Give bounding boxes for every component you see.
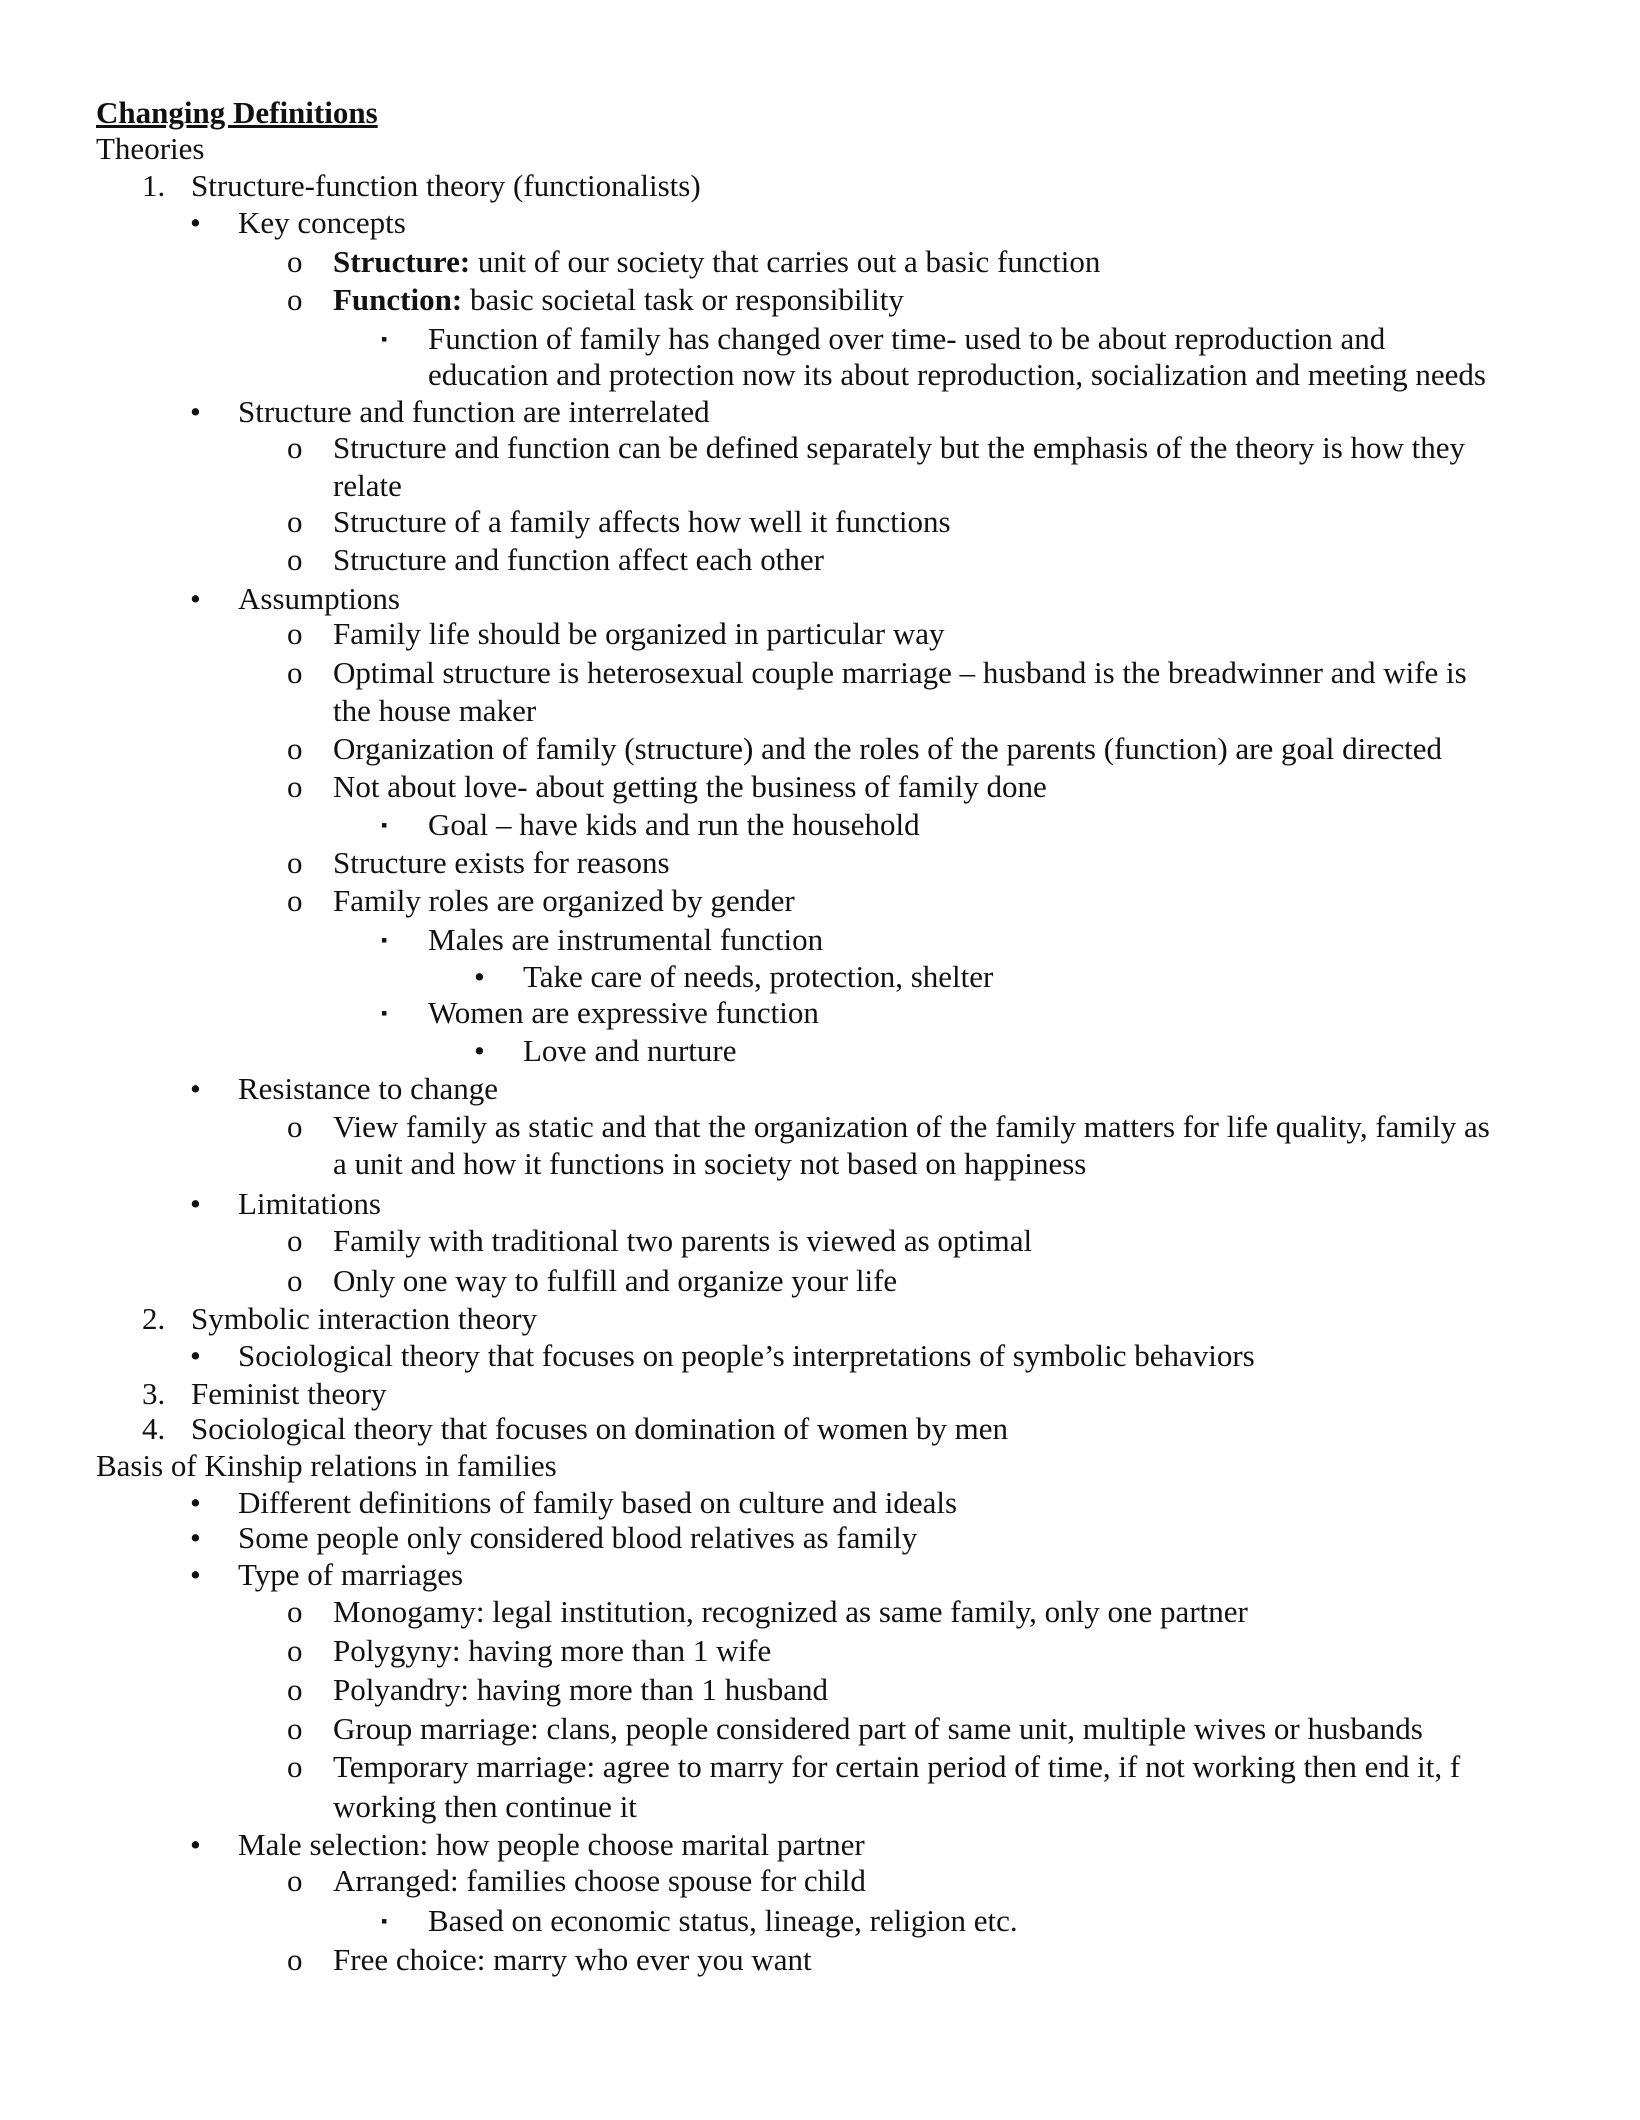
list-item-text [333, 615, 945, 653]
list-marker: o [287, 430, 303, 465]
item-text: the house maker [333, 693, 537, 728]
list-marker: o [287, 1594, 303, 1629]
list-marker: o [287, 542, 303, 577]
item-text: Sociological theory that focuses on people’s interpretations of symbolic behaviors [238, 1338, 1255, 1373]
item-text: Feminist theory [191, 1376, 387, 1411]
item-text: Assumptions [238, 581, 400, 616]
section-heading [96, 1447, 557, 1485]
list-item-text [238, 204, 406, 242]
item-text: unit of our society that carries out a basic function [470, 244, 1101, 279]
item-text: basic societal task or responsibility [462, 282, 904, 317]
item-text: a unit and how it functions in society not based on happiness [333, 1146, 1087, 1181]
item-text: Monogamy: legal institution, recognized as same family, only one partner [333, 1594, 1248, 1629]
item-text: Structure of a family affects how well it functions [333, 504, 951, 539]
list-item-text [333, 1593, 1248, 1631]
list-marker: o [287, 1711, 303, 1746]
item-text: Structure and function can be defined separately but the emphasis of the theory is how they [333, 430, 1466, 465]
list-item-text [191, 1375, 386, 1413]
item-text: Symbolic interaction theory [191, 1301, 538, 1336]
list-item-text [428, 994, 819, 1032]
item-text: Family with traditional two parents is viewed as optimal [333, 1223, 1033, 1258]
list-item-text [333, 1862, 866, 1900]
list-marker: ▪ [381, 815, 388, 835]
section-heading [96, 130, 204, 168]
item-text: Basis of Kinship relations in families [96, 1448, 557, 1483]
item-text: Goal – have kids and run the household [428, 807, 920, 842]
list-marker: 1. [142, 168, 166, 203]
list-item-text [523, 1032, 736, 1070]
list-item-text [238, 1556, 463, 1594]
list-item-text [191, 1300, 537, 1338]
list-item-text [428, 921, 823, 959]
list-marker: o [287, 1263, 303, 1298]
list-item-text [333, 654, 1467, 692]
list-marker: • [190, 1071, 201, 1106]
item-text: Love and nurture [523, 1033, 737, 1068]
list-item-text [428, 806, 920, 844]
item-text: Type of marriages [238, 1557, 464, 1592]
list-item-text [333, 1788, 637, 1826]
item-text: Polyandry: having more than 1 husband [333, 1672, 829, 1707]
list-marker: • [190, 1485, 201, 1520]
list-marker: • [190, 394, 201, 429]
list-item-text [333, 243, 1100, 281]
list-marker: 2. [142, 1301, 166, 1336]
list-marker: o [287, 883, 303, 918]
item-text: Male selection: how people choose marital partner [238, 1827, 865, 1862]
list-marker: • [190, 205, 201, 240]
list-item-text [333, 1222, 1032, 1260]
item-text: Different definitions of family based on culture and ideals [238, 1485, 958, 1520]
item-text: Key concepts [238, 205, 406, 240]
list-marker: • [190, 1186, 201, 1221]
list-item-text [333, 1710, 1423, 1748]
item-text: relate [333, 468, 402, 503]
item-text: Resistance to change [238, 1071, 498, 1106]
item-text: working then continue it [333, 1789, 637, 1824]
list-marker: o [287, 731, 303, 766]
list-item-text [333, 281, 904, 319]
item-text: Temporary marriage: agree to marry for certain period of time, if not working then end it, f [333, 1749, 1461, 1784]
list-marker: o [287, 1223, 303, 1258]
list-marker: o [287, 282, 303, 317]
item-text: Some people only considered blood relatives as family [238, 1520, 918, 1555]
list-marker: o [287, 504, 303, 539]
list-marker: o [287, 655, 303, 690]
item-text: Women are expressive function [428, 995, 819, 1030]
list-item-text [333, 882, 795, 920]
list-item-text [333, 1941, 812, 1979]
list-marker: ▪ [381, 930, 388, 950]
item-text: Structure-function theory (functionalists) [191, 168, 701, 203]
list-item-text [333, 429, 1465, 467]
list-item-text [333, 768, 1047, 806]
list-marker: • [474, 959, 485, 994]
item-text: Males are instrumental function [428, 922, 824, 957]
item-text: Sociological theory that focuses on domination of women by men [191, 1411, 1009, 1446]
item-text: Function of family has changed over time- used to be about reproduction and [428, 321, 1386, 356]
item-text: Limitations [238, 1186, 381, 1221]
list-item-text [238, 1070, 498, 1108]
list-marker: • [190, 1827, 201, 1862]
list-item-text [428, 320, 1385, 358]
item-text: Organization of family (structure) and the roles of the parents (function) are goal directed [333, 731, 1442, 766]
list-item-text [238, 393, 710, 431]
list-item-text [333, 730, 1442, 768]
list-item-text [333, 844, 670, 882]
list-item-text [428, 1902, 1018, 1940]
item-text: Family roles are organized by gender [333, 883, 795, 918]
list-item-text [333, 541, 824, 579]
list-item-text [523, 958, 993, 996]
item-text: Arranged: families choose spouse for child [333, 1863, 866, 1898]
list-item-text [333, 1108, 1490, 1146]
list-marker: o [287, 769, 303, 804]
list-item-text [333, 1262, 897, 1300]
list-item-text [191, 167, 701, 205]
list-marker: o [287, 244, 303, 279]
list-item-text [238, 1484, 957, 1522]
list-item-text [238, 580, 400, 618]
list-marker: o [287, 1863, 303, 1898]
list-item-text [333, 1632, 771, 1670]
list-marker: o [287, 1672, 303, 1707]
item-text: Only one way to fulfill and organize your life [333, 1263, 898, 1298]
item-text: Not about love- about getting the business of family done [333, 769, 1047, 804]
list-marker: o [287, 1109, 303, 1144]
list-item-text [333, 692, 536, 730]
list-item-text [333, 467, 402, 505]
item-text: Structure and function are interrelated [238, 394, 710, 429]
bold-term: Structure: [333, 244, 471, 279]
item-text: Optimal structure is heterosexual couple marriage – husband is the breadwinner and wife is [333, 655, 1467, 690]
list-item-text [333, 503, 951, 541]
item-text: Theories [96, 131, 205, 166]
list-item-text [238, 1185, 381, 1223]
list-item-text [238, 1826, 865, 1864]
list-item-text [333, 1671, 828, 1709]
item-text: Structure exists for reasons [333, 845, 670, 880]
list-marker: 3. [142, 1376, 166, 1411]
list-marker: • [190, 581, 201, 616]
item-text: Group marriage: clans, people considered part of same unit, multiple wives or husbands [333, 1711, 1423, 1746]
list-marker: • [474, 1033, 485, 1068]
list-item-text [238, 1519, 917, 1557]
list-marker: ▪ [381, 1911, 388, 1931]
item-text: education and protection now its about reproduction, socialization and meeting needs [428, 357, 1486, 392]
list-marker: o [287, 1749, 303, 1784]
list-marker: o [287, 845, 303, 880]
list-item-text [191, 1410, 1008, 1448]
list-marker: ▪ [381, 329, 388, 349]
item-text: Based on economic status, lineage, religion etc. [428, 1903, 1018, 1938]
list-marker: 4. [142, 1411, 166, 1446]
page-title: Changing Definitions [96, 95, 378, 130]
list-marker: • [190, 1338, 201, 1373]
item-text: Free choice: marry who ever you want [333, 1942, 812, 1977]
item-text: View family as static and that the organization of the family matters for life quality, family as [333, 1109, 1490, 1144]
list-marker: o [287, 616, 303, 651]
list-marker: o [287, 1633, 303, 1668]
list-marker: o [287, 1942, 303, 1977]
list-marker: ▪ [381, 1003, 388, 1023]
list-marker: • [190, 1557, 201, 1592]
list-item-text [333, 1748, 1460, 1786]
item-text: Take care of needs, protection, shelter [523, 959, 994, 994]
list-item-text [238, 1337, 1255, 1375]
item-text: Polygyny: having more than 1 wife [333, 1633, 772, 1668]
list-marker: • [190, 1520, 201, 1555]
list-item-text [428, 356, 1486, 394]
item-text: Family life should be organized in particular way [333, 616, 945, 651]
bold-term: Function: [333, 282, 463, 317]
list-item-text [333, 1145, 1086, 1183]
item-text: Structure and function affect each other [333, 542, 824, 577]
